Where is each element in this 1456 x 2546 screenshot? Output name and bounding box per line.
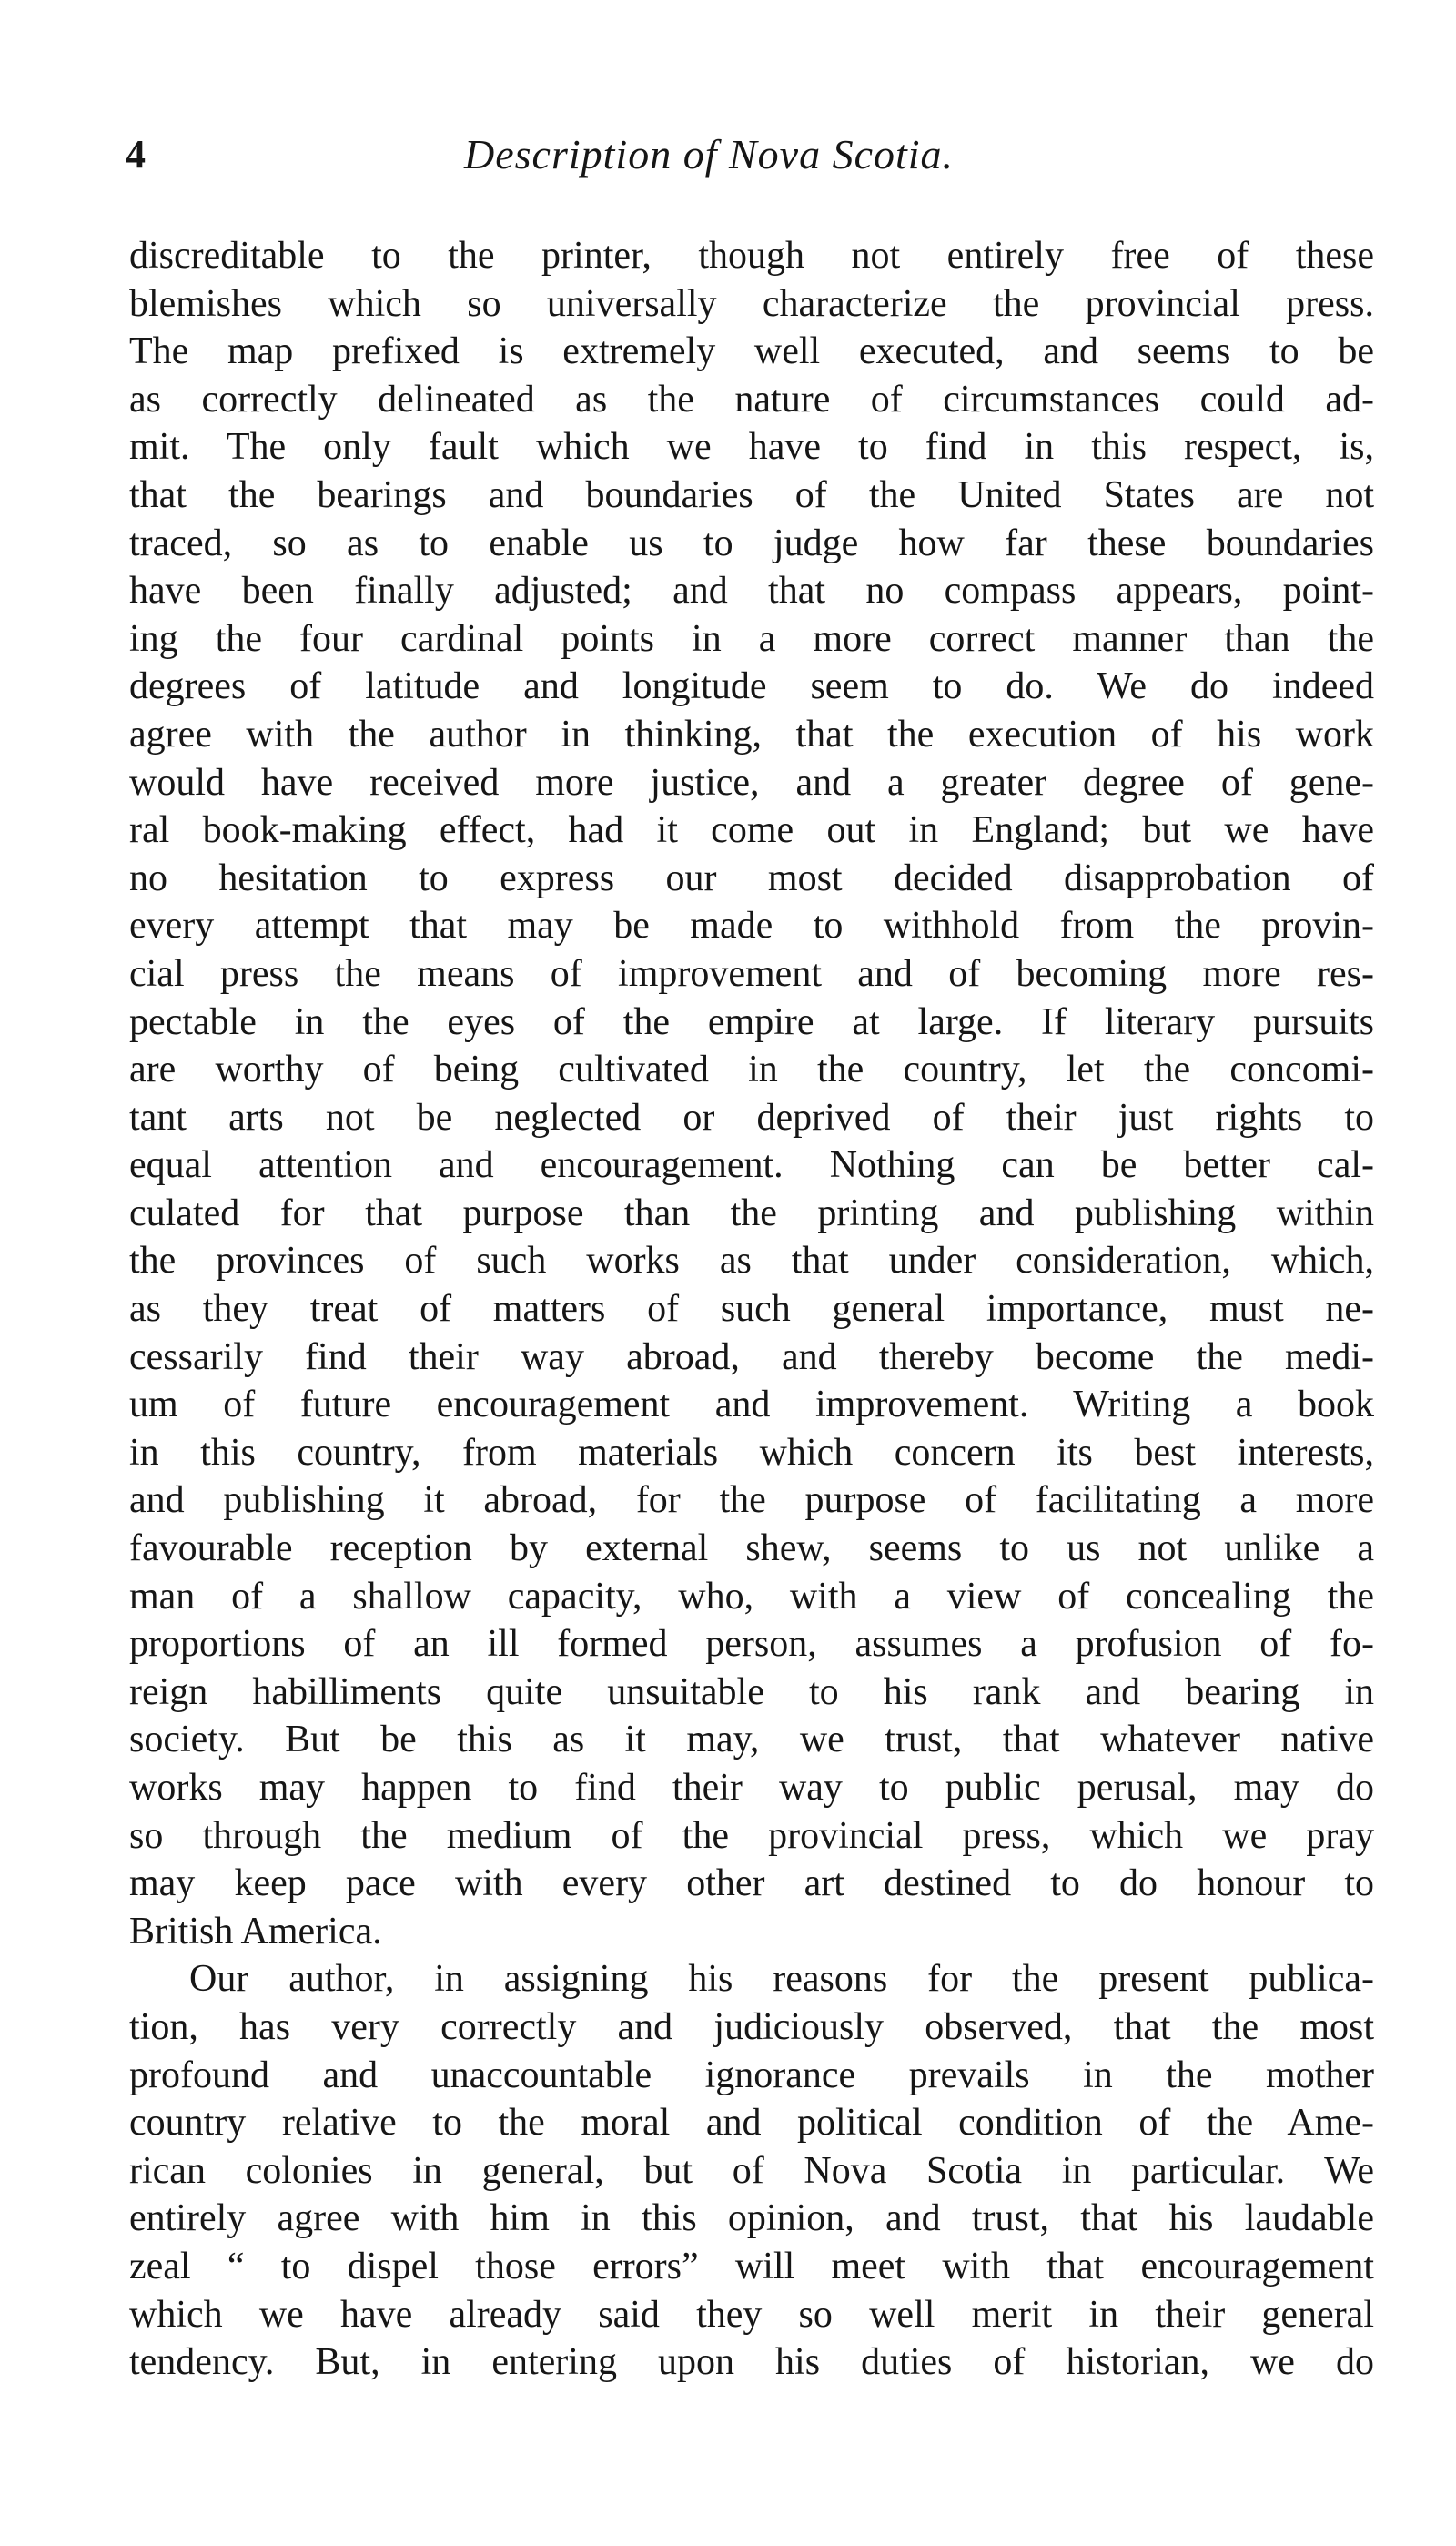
text-line: tion, has very correctly and judiciously observed, that the most — [129, 2005, 1374, 2048]
text-line: degrees of latitude and longitude seem to do. We do indeed — [129, 665, 1374, 708]
text-line: Our author, in assigning his reasons for the present publica- — [189, 1958, 1374, 2001]
text-line: proportions of an ill formed person, assumes a profusion of fo- — [129, 1623, 1374, 1666]
text-line: um of future encouragement and improvement. Writing a book — [129, 1384, 1374, 1426]
text-line: in this country, from materials which concern its best interests, — [129, 1431, 1374, 1474]
text-line: culated for that purpose than the printing and publishing within — [129, 1192, 1374, 1234]
text-line: that the bearings and boundaries of the United States are not — [129, 473, 1374, 516]
text-line: no hesitation to express our most decided disapprobation of — [129, 857, 1374, 899]
text-line: may keep pace with every other art destined to do honour to — [129, 1862, 1374, 1905]
text-line: The map prefixed is extremely well executed, and seems to be — [129, 330, 1374, 373]
text-line: mit. The only fault which we have to find in this respect, is, — [129, 426, 1374, 469]
text-line: discreditable to the printer, though not entirely free of these — [129, 235, 1374, 277]
text-line: have been finally adjusted; and that no compass appears, point- — [129, 570, 1374, 613]
text-line: so through the medium of the provincial press, which we pray — [129, 1814, 1374, 1857]
text-line: entirely agree with him in this opinion, and trust, that his laudable — [129, 2197, 1374, 2240]
text-line: equal attention and encouragement. Nothing can be better cal- — [129, 1144, 1374, 1187]
text-line: cessarily find their way abroad, and thereby become the medi- — [129, 1335, 1374, 1378]
text-line: tant arts not be neglected or deprived of their just rights to — [129, 1096, 1374, 1139]
text-line: as they treat of matters of such general importance, must ne- — [129, 1288, 1374, 1331]
text-line: cial press the means of improvement and of becoming more res- — [129, 952, 1374, 995]
text-line: profound and unaccountable ignorance prevails in the mother — [129, 2054, 1374, 2096]
body-text — [129, 232, 1374, 2387]
text-line: British America. — [129, 1910, 382, 1953]
text-line: rican colonies in general, but of Nova Scotia in particular. We — [129, 2149, 1374, 2192]
text-line: man of a shallow capacity, who, with a view of concealing the — [129, 1575, 1374, 1618]
text-line: as correctly delineated as the nature of circumstances could ad- — [129, 378, 1374, 421]
page-header — [118, 127, 1392, 191]
text-line: favourable reception by external shew, seems to us not unlike a — [129, 1527, 1374, 1570]
text-line: ral book-making effect, had it come out in England; but we have — [129, 809, 1374, 852]
text-line: pectable in the eyes of the empire at large. If literary pursuits — [129, 1000, 1374, 1043]
text-line: and publishing it abroad, for the purpose of facilitating a more — [129, 1479, 1374, 1522]
text-line: country relative to the moral and political condition of the Ame- — [129, 2102, 1374, 2145]
text-line: which we have already said they so well merit in their general — [129, 2293, 1374, 2336]
text-line: would have received more justice, and a greater degree of gene- — [129, 761, 1374, 804]
text-line: traced, so as to enable us to judge how far these boundaries — [129, 522, 1374, 564]
text-line: tendency. But, in entering upon his duties of historian, we do — [129, 2341, 1374, 2384]
page-number: 4 — [126, 132, 146, 177]
text-line: agree with the author in thinking, that the execution of his work — [129, 713, 1374, 756]
running-title: Description of Nova Scotia. — [464, 131, 955, 178]
text-line: zeal “ to dispel those errors” will meet with that encouragement — [129, 2245, 1374, 2287]
text-line: society. But be this as it may, we trust, that whatever native — [129, 1719, 1374, 1761]
text-line: ing the four cardinal points in a more correct manner than the — [129, 617, 1374, 660]
text-line: are worthy of being cultivated in the country, let the concomi- — [129, 1049, 1374, 1091]
text-line: works may happen to find their way to public perusal, may do — [129, 1767, 1374, 1809]
text-line: every attempt that may be made to withhold from the provin- — [129, 905, 1374, 948]
text-line: the provinces of such works as that under consideration, which, — [129, 1240, 1374, 1283]
text-line: reign habilliments quite unsuitable to his rank and bearing in — [129, 1670, 1374, 1713]
text-line: blemishes which so universally characterize the provincial press. — [129, 282, 1374, 325]
